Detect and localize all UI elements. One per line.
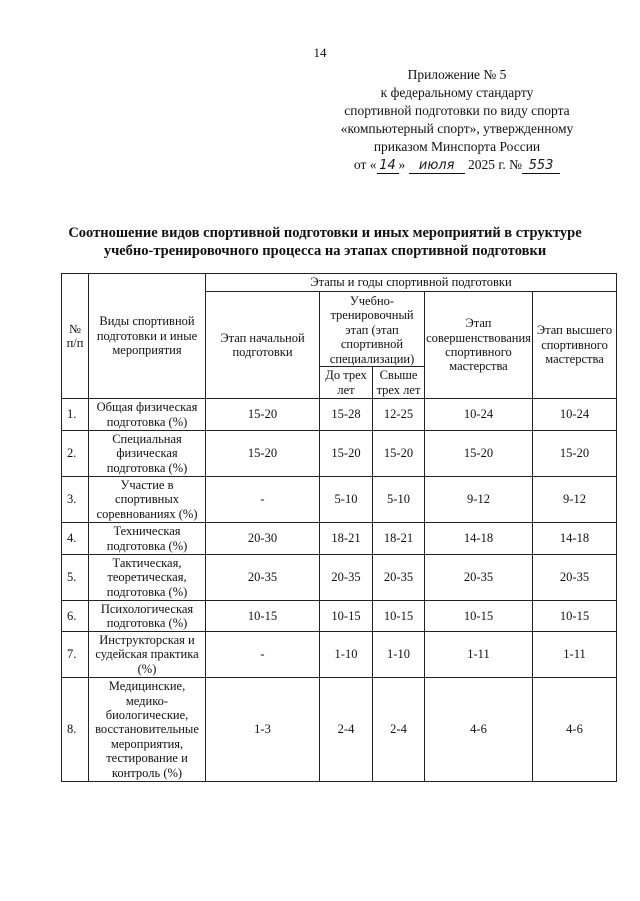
header-num: № п/п: [62, 274, 89, 399]
cell-highest: 1-11: [533, 632, 617, 678]
header-up-to-three-years: До трех лет: [320, 367, 373, 399]
cell-up-to-three: 15-20: [320, 431, 373, 477]
cell-improvement: 9-12: [425, 477, 533, 523]
cell-over-three: 5-10: [373, 477, 425, 523]
row-number: 7.: [62, 632, 89, 678]
cell-up-to-three: 5-10: [320, 477, 373, 523]
cell-over-three: 1-10: [373, 632, 425, 678]
table-row: [62, 678, 617, 782]
table-row: [62, 477, 617, 523]
header-highest-stage: Этап высшего спортивного мастерства: [533, 292, 617, 399]
appendix-line: к федеральному стандарту: [380, 85, 534, 100]
date-month-handwritten: июля: [409, 159, 465, 174]
cell-highest: 10-15: [533, 601, 617, 632]
appendix-line: «компьютерный спорт», утвержденному: [340, 121, 574, 136]
cell-up-to-three: 2-4: [320, 678, 373, 782]
cell-initial: 20-30: [206, 523, 320, 555]
appendix-line: приказом Минспорта России: [373, 139, 541, 154]
row-number: 4.: [62, 523, 89, 555]
header-training-stage: Учебно-тренировочный этап (этап спортивной специализации): [320, 292, 425, 367]
row-number: 6.: [62, 601, 89, 632]
cell-up-to-three: 15-28: [320, 399, 373, 431]
date-prefix: от «: [353, 157, 377, 172]
cell-highest: 20-35: [533, 555, 617, 601]
cell-highest: 4-6: [533, 678, 617, 782]
appendix-block: [312, 66, 602, 174]
order-number-handwritten: 553: [522, 159, 560, 174]
cell-initial: 1-3: [206, 678, 320, 782]
table-row: [62, 431, 617, 477]
document-title: [40, 224, 610, 260]
cell-initial: 15-20: [206, 431, 320, 477]
cell-over-three: 12-25: [373, 399, 425, 431]
cell-improvement: 14-18: [425, 523, 533, 555]
cell-initial: 15-20: [206, 399, 320, 431]
row-number: 8.: [62, 678, 89, 782]
appendix-line: спортивной подготовки по виду спорта: [344, 103, 570, 118]
row-kind: Психологическая подготовка (%): [89, 601, 206, 632]
training-ratio-table: [61, 273, 617, 782]
row-kind: Медицинские, медико-биологические, восстановительные мероприятия, тестирование и контроль (%): [89, 678, 206, 782]
row-kind: Инструкторская и судейская практика (%): [89, 632, 206, 678]
row-kind: Общая физическая подготовка (%): [89, 399, 206, 431]
cell-highest: 10-24: [533, 399, 617, 431]
header-over-three-years: Свыше трех лет: [373, 367, 425, 399]
cell-over-three: 18-21: [373, 523, 425, 555]
cell-over-three: 10-15: [373, 601, 425, 632]
cell-initial: 20-35: [206, 555, 320, 601]
cell-up-to-three: 1-10: [320, 632, 373, 678]
approval-date-line: [312, 156, 602, 174]
row-number: 3.: [62, 477, 89, 523]
cell-initial: 10-15: [206, 601, 320, 632]
row-kind: Участие в спортивных соревнованиях (%): [89, 477, 206, 523]
table-row: [62, 523, 617, 555]
cell-over-three: 15-20: [373, 431, 425, 477]
row-kind: Тактическая, теоретическая, подготовка (%): [89, 555, 206, 601]
header-initial-stage: Этап начальной подготовки: [206, 292, 320, 399]
date-year: 2025 г. №: [468, 157, 523, 172]
cell-initial: -: [206, 477, 320, 523]
cell-highest: 14-18: [533, 523, 617, 555]
row-kind: Техническая подготовка (%): [89, 523, 206, 555]
title-line-2: учебно-тренировочного процесса на этапах спортивной подготовки: [103, 243, 547, 259]
page-number: 14: [313, 45, 327, 60]
table-row: [62, 399, 617, 431]
table-row: [62, 601, 617, 632]
cell-improvement: 15-20: [425, 431, 533, 477]
cell-improvement: 20-35: [425, 555, 533, 601]
header-improvement-stage: Этап совершенствования спортивного мастерства: [425, 292, 533, 399]
header-kind: Виды спортивной подготовки и иные мероприятия: [89, 274, 206, 399]
cell-improvement: 10-15: [425, 601, 533, 632]
row-number: 5.: [62, 555, 89, 601]
cell-up-to-three: 20-35: [320, 555, 373, 601]
cell-improvement: 10-24: [425, 399, 533, 431]
table-row: [62, 555, 617, 601]
cell-over-three: 2-4: [373, 678, 425, 782]
row-kind: Специальная физическая подготовка (%): [89, 431, 206, 477]
cell-up-to-three: 18-21: [320, 523, 373, 555]
cell-improvement: 4-6: [425, 678, 533, 782]
cell-highest: 15-20: [533, 431, 617, 477]
cell-initial: -: [206, 632, 320, 678]
date-day-handwritten: 14: [377, 159, 399, 174]
cell-improvement: 1-11: [425, 632, 533, 678]
row-number: 2.: [62, 431, 89, 477]
table-row: [62, 632, 617, 678]
row-number: 1.: [62, 399, 89, 431]
cell-highest: 9-12: [533, 477, 617, 523]
header-stages-group: Этапы и годы спортивной подготовки: [206, 274, 617, 292]
cell-over-three: 20-35: [373, 555, 425, 601]
title-line-1: Соотношение видов спортивной подготовки и иных мероприятий в структуре: [68, 225, 582, 241]
cell-up-to-three: 10-15: [320, 601, 373, 632]
date-separator: »: [398, 157, 406, 172]
appendix-line: Приложение № 5: [407, 67, 507, 82]
